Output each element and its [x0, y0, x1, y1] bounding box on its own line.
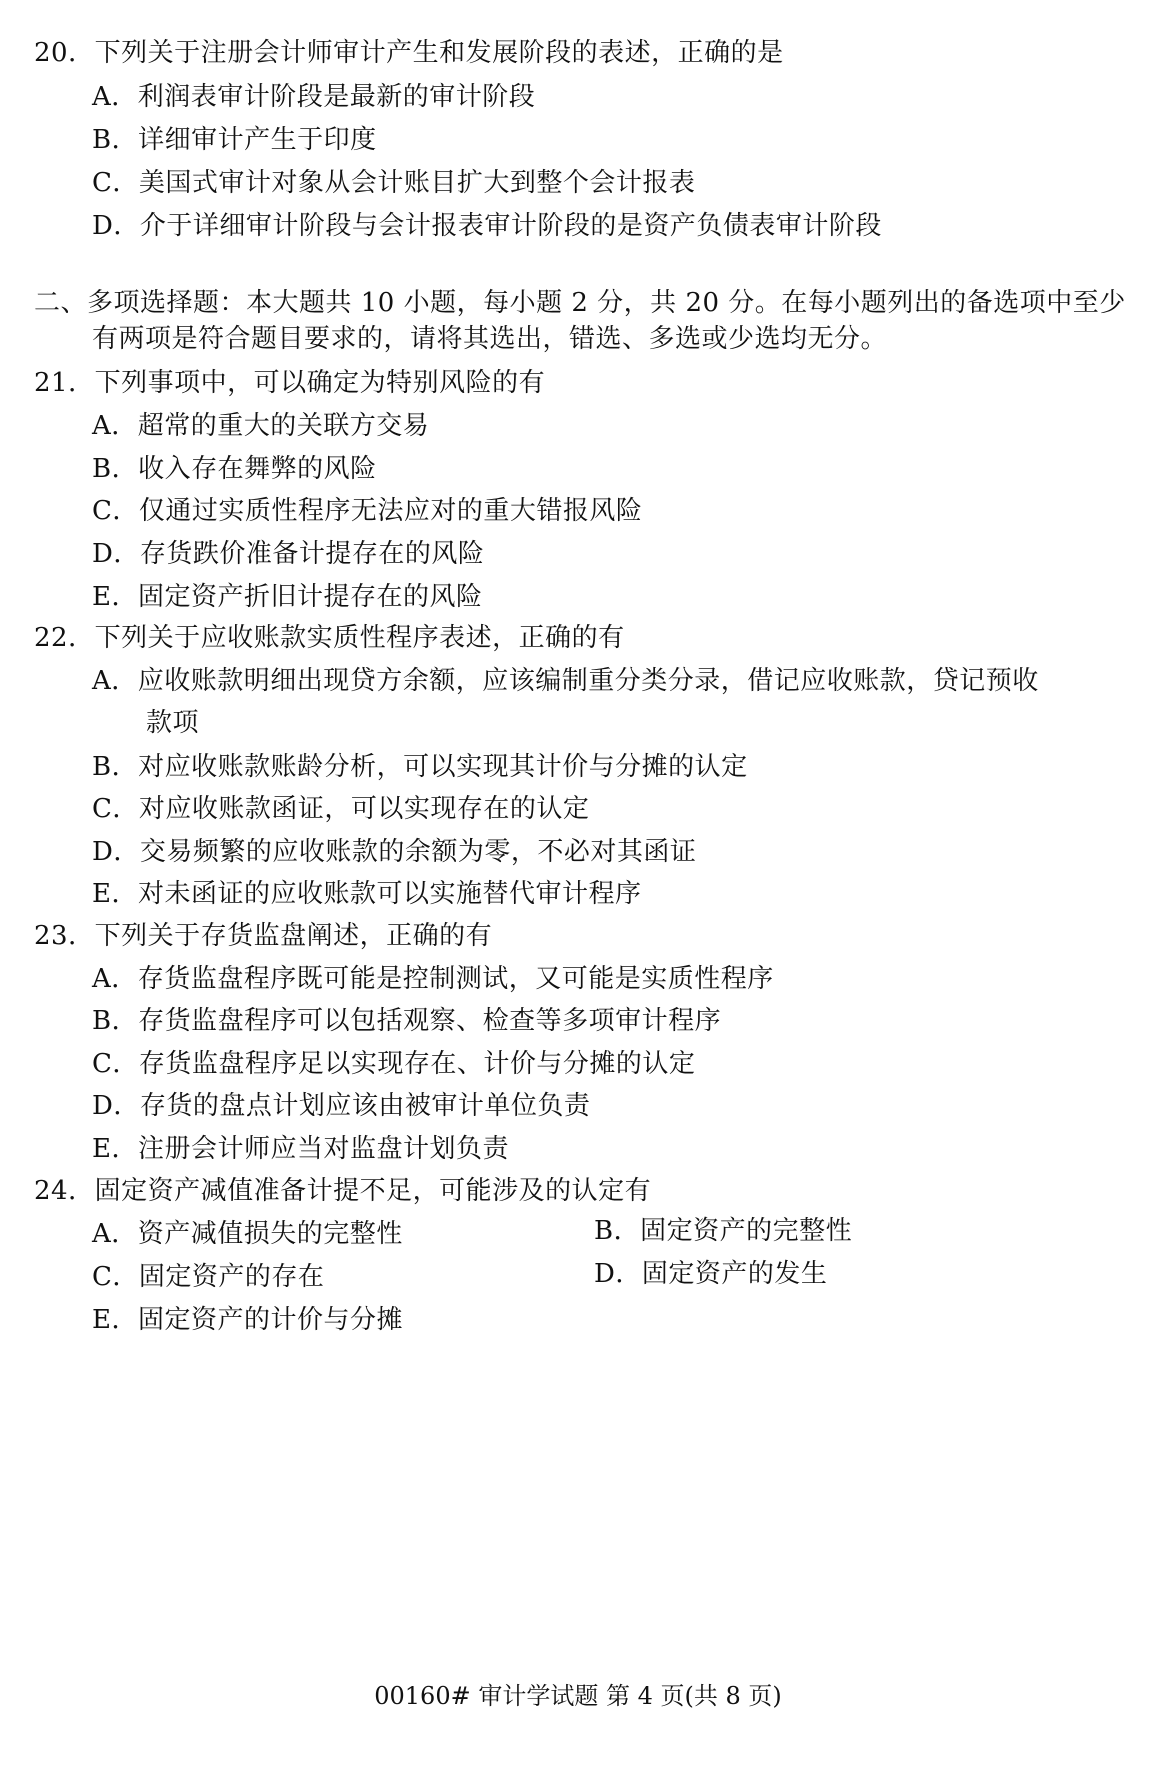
- question-21-option-a: A．超常的重大的关联方交易: [92, 411, 430, 441]
- question-23-option-b: B．存货监盘程序可以包括观察、检查等多项审计程序: [92, 1006, 722, 1036]
- question-24-option-d: D．固定资产的发生: [594, 1259, 828, 1289]
- question-22-option-a-continued: 款项: [146, 708, 200, 738]
- question-24-option-e: E．固定资产的计价与分摊: [92, 1305, 403, 1335]
- question-24-option-c: C．固定资产的存在: [92, 1262, 325, 1292]
- question-21-option-d: D．存货跌价准备计提存在的风险: [92, 539, 485, 569]
- question-24-option-a: A．资产减值损失的完整性: [92, 1219, 403, 1249]
- question-22-stem: 22．下列关于应收账款实质性程序表述，正确的有: [34, 623, 625, 653]
- question-21-option-c: C．仅通过实质性程序无法应对的重大错报风险: [92, 496, 643, 526]
- question-22-option-a: A．应收账款明细出现贷方余额，应该编制重分类分录，借记应收账款，贷记预收: [92, 666, 1039, 696]
- question-20-option-c: C．美国式审计对象从会计账目扩大到整个会计报表: [92, 168, 696, 198]
- question-23-option-d: D．存货的盘点计划应该由被审计单位负责: [92, 1091, 591, 1121]
- question-24-stem: 24．固定资产减值准备计提不足，可能涉及的认定有: [34, 1176, 652, 1206]
- question-23-option-e: E．注册会计师应当对监盘计划负责: [92, 1134, 509, 1164]
- question-23-stem: 23．下列关于存货监盘阐述，正确的有: [34, 921, 493, 951]
- question-22-option-c: C．对应收账款函证，可以实现存在的认定: [92, 794, 590, 824]
- question-20-stem: 20．下列关于注册会计师审计产生和发展阶段的表述，正确的是: [34, 38, 784, 68]
- question-20-option-b: B．详细审计产生于印度: [92, 125, 377, 155]
- page-footer: 00160# 审计学试题 第 4 页(共 8 页): [374, 1682, 782, 1710]
- question-22-option-e: E．对未函证的应收账款可以实施替代审计程序: [92, 879, 642, 909]
- question-22-option-b: B．对应收账款账龄分析，可以实现其计价与分摊的认定: [92, 752, 748, 782]
- question-21-option-e: E．固定资产折旧计提存在的风险: [92, 582, 483, 612]
- question-23-option-c: C．存货监盘程序足以实现存在、计价与分摊的认定: [92, 1049, 696, 1079]
- section-2-instructions-line-1: 二、多项选择题：本大题共 10 小题，每小题 2 分，共 20 分。在每小题列出的备选项中至少: [34, 288, 1126, 318]
- question-21-stem: 21．下列事项中，可以确定为特别风险的有: [34, 368, 546, 398]
- question-20-option-d: D．介于详细审计阶段与会计报表审计阶段的是资产负债表审计阶段: [92, 211, 882, 241]
- question-22-option-d: D．交易频繁的应收账款的余额为零，不必对其函证: [92, 837, 697, 867]
- question-21-option-b: B．收入存在舞弊的风险: [92, 454, 377, 484]
- section-2-instructions-line-2: 有两项是符合题目要求的，请将其选出，错选、多选或少选均无分。: [92, 324, 888, 354]
- question-20-option-a: A．利润表审计阶段是最新的审计阶段: [92, 82, 536, 112]
- question-24-option-b: B．固定资产的完整性: [594, 1216, 853, 1246]
- question-23-option-a: A．存货监盘程序既可能是控制测试，又可能是实质性程序: [92, 964, 774, 994]
